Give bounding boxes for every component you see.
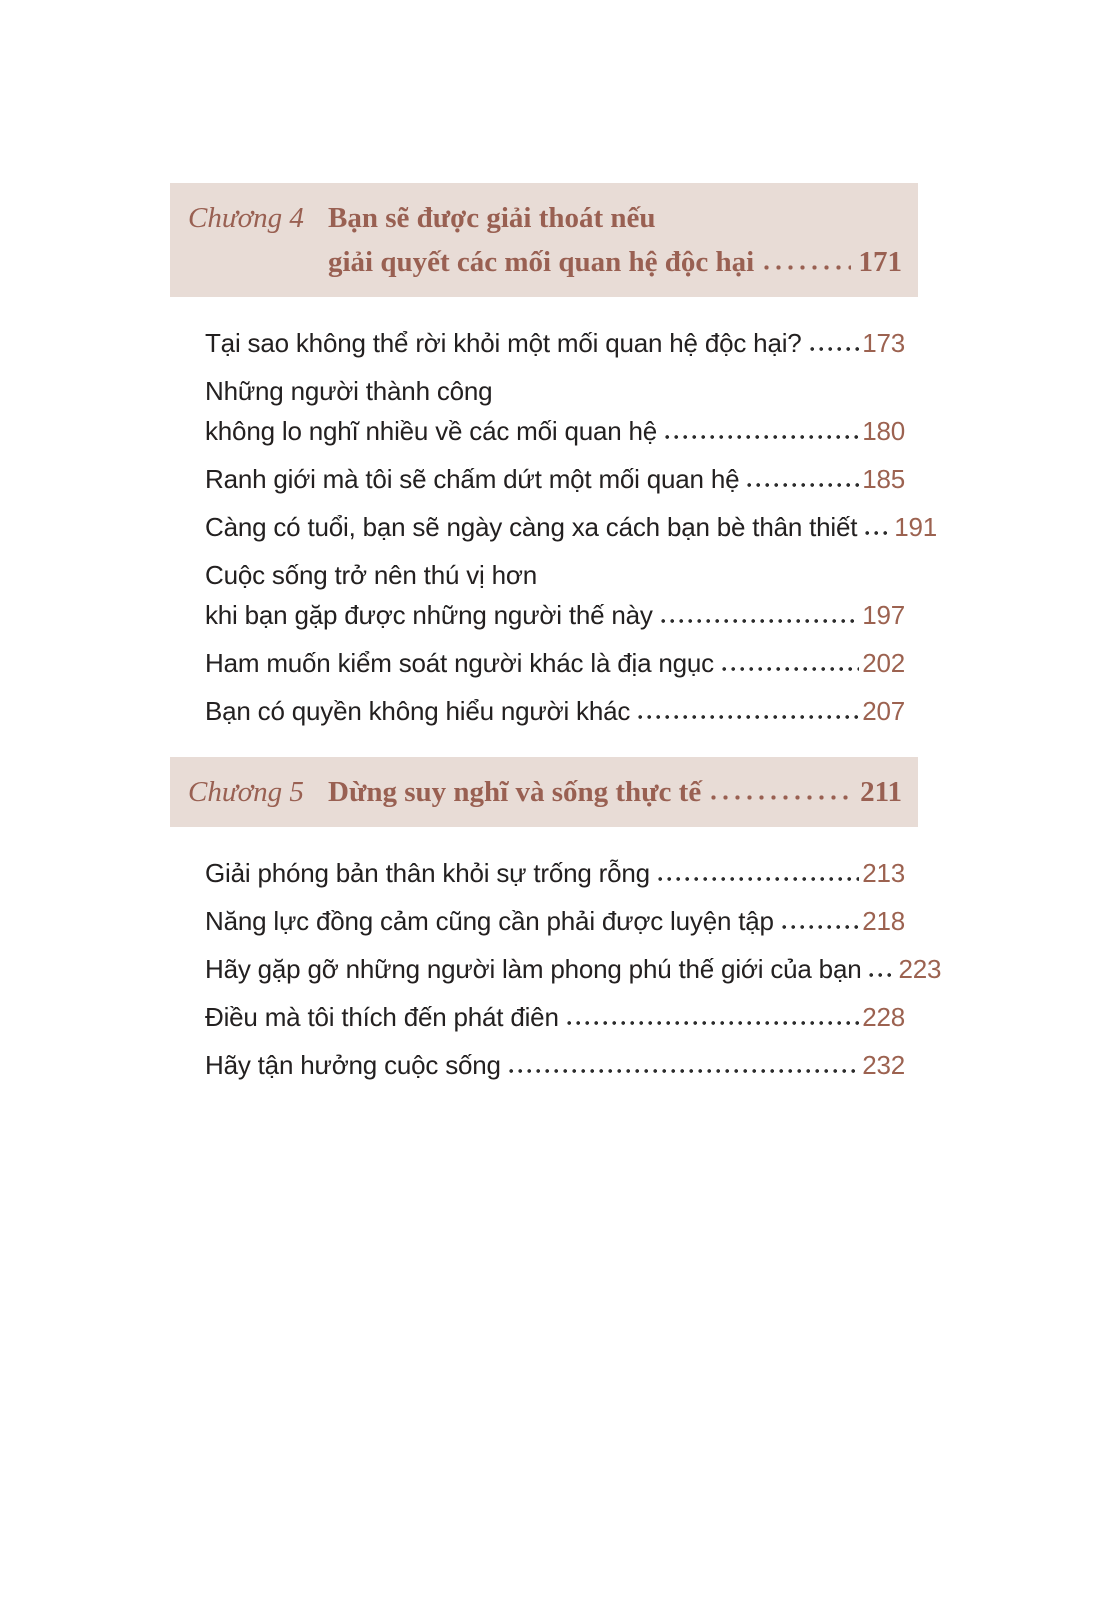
- chapter-4-title-line-2: giải quyết các mối quan hệ độc hại: [328, 246, 755, 278]
- toc-entry: [205, 691, 905, 731]
- chapter-4-title: [328, 196, 902, 284]
- entry-page-number: 173: [862, 328, 905, 358]
- entry-page-number: 228: [862, 1002, 905, 1032]
- toc-entry: [205, 507, 938, 547]
- toc-entry: [205, 1045, 905, 1085]
- dot-leader: [747, 482, 859, 488]
- chapter-5-title-line-1: Dừng suy nghĩ và sống thực tế: [328, 776, 702, 808]
- entry-title: Càng có tuổi, bạn sẽ ngày càng xa cách bạn bè thân thiết: [205, 512, 858, 542]
- toc-entry: [205, 371, 905, 451]
- entry-title: Ham muốn kiểm soát người khác là địa ngục: [205, 648, 714, 678]
- entry-title: Bạn có quyền không hiểu người khác: [205, 696, 631, 726]
- chapter-4-header: [170, 183, 918, 297]
- entry-page-number: 223: [898, 954, 942, 984]
- toc-entry: [205, 901, 905, 941]
- entry-title: Hãy tận hưởng cuộc sống: [205, 1050, 501, 1080]
- entry-title: không lo nghĩ nhiều về các mối quan hệ: [205, 416, 658, 446]
- chapter-5-section: [170, 757, 942, 1085]
- chapter-4-label: Chương 4: [188, 202, 304, 234]
- dot-leader: [567, 1020, 860, 1026]
- entry-page-number: 191: [894, 512, 938, 542]
- entry-title: khi bạn gặp được những người thế này: [205, 600, 653, 630]
- dot-leader: [865, 530, 891, 536]
- chapter-5-entries: [205, 853, 942, 1085]
- chapter-4-entries: [205, 323, 938, 731]
- entry-page-number: 207: [862, 696, 905, 726]
- dot-leader: [869, 972, 895, 978]
- entry-title: Năng lực đồng cảm cũng cần phải được luyện tập: [205, 906, 774, 936]
- entry-page-number: 180: [862, 416, 905, 446]
- toc-entry: [205, 323, 905, 363]
- chapter-5-title: [328, 770, 902, 814]
- entry-title: Giải phóng bản thân khỏi sự trống rỗng: [205, 858, 650, 888]
- entry-title: Tại sao không thể rời khỏi một mối quan hệ độc hại?: [205, 328, 802, 358]
- entry-page-number: 185: [862, 464, 905, 494]
- chapter-4-section: [170, 0, 938, 731]
- entry-page-number: 232: [862, 1050, 905, 1080]
- toc-entry: [205, 555, 905, 635]
- chapter-5-header: [170, 757, 918, 827]
- entry-page-number: 202: [862, 648, 905, 678]
- dot-leader: [658, 876, 859, 882]
- toc-entry: [205, 997, 905, 1037]
- chapter-4-page-number: 171: [858, 246, 902, 278]
- entry-title: Điều mà tôi thích đến phát điên: [205, 1002, 559, 1032]
- toc-entry: [205, 459, 905, 499]
- dot-leader: [638, 714, 859, 720]
- entry-title: Hãy gặp gỡ những người làm phong phú thế giới của bạn: [205, 954, 862, 984]
- entry-page-number: 213: [862, 858, 905, 888]
- entry-title-line-1: Những người thành công: [205, 376, 493, 406]
- dot-leader: [661, 618, 859, 624]
- entry-page-number: 197: [862, 600, 905, 630]
- entry-page-number: 218: [862, 906, 905, 936]
- dot-leader: [665, 434, 859, 440]
- chapter-4-title-line-1: Bạn sẽ được giải thoát nếu: [328, 202, 656, 234]
- dot-leader: [764, 264, 850, 271]
- entry-title: Ranh giới mà tôi sẽ chấm dứt một mối quan hệ: [205, 464, 740, 494]
- toc-entry: [205, 853, 905, 893]
- toc-entry: [205, 949, 942, 989]
- toc-entry: [205, 643, 905, 683]
- dot-leader: [810, 346, 860, 352]
- dot-leader: [509, 1068, 859, 1074]
- dot-leader: [782, 924, 859, 930]
- entry-title-line-1: Cuộc sống trở nên thú vị hơn: [205, 560, 538, 590]
- dot-leader: [711, 794, 852, 801]
- dot-leader: [722, 666, 859, 672]
- chapter-5-page-number: 211: [860, 776, 902, 808]
- chapter-5-label: Chương 5: [188, 776, 304, 808]
